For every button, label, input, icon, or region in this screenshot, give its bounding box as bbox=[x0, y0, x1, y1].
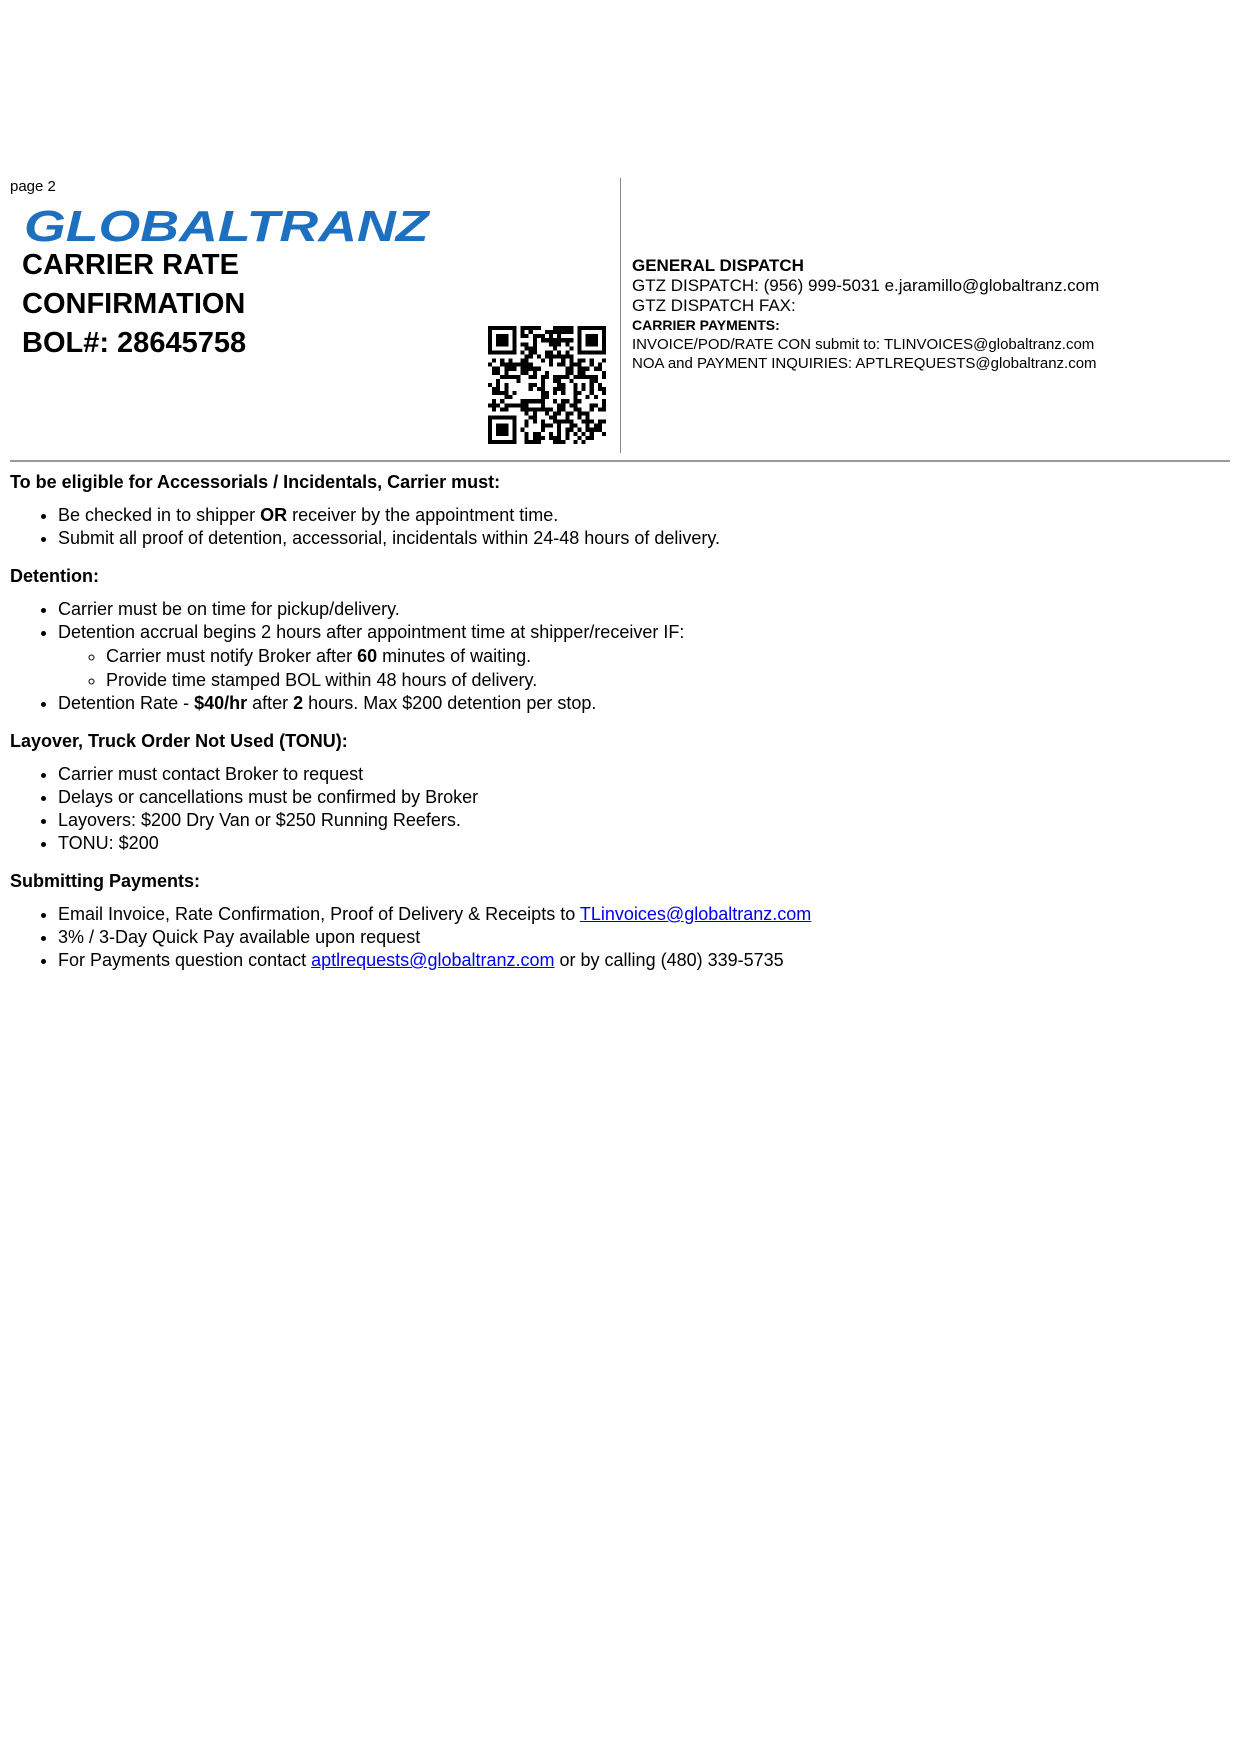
tlinvoices-email-link[interactable]: TLinvoices@globaltranz.com bbox=[579, 904, 812, 924]
list-item: • Detention Rate - $40/hr after 2 hours. Max $200 detention per stop. bbox=[58, 692, 1210, 715]
detention-list bbox=[10, 598, 1210, 715]
logo-text: GLOBALTRANZ bbox=[24, 202, 429, 251]
detention-sublist bbox=[58, 644, 1210, 692]
list-item: • For Payments question contact aptlrequests@globaltranz.com or by calling (480) 339-5735 bbox=[58, 949, 1210, 972]
list-item: ◦ Carrier must notify Broker after 60 minutes of waiting. bbox=[106, 644, 1210, 668]
detention-heading: Detention: bbox=[10, 566, 99, 586]
list-item: • Delays or cancellations must be confirmed by Broker bbox=[58, 786, 1210, 809]
list-item: • Detention accrual begins 2 hours after appointment time at shipper/receiver IF: ◦ Carrier must notify Broker after 60 minutes of waiting. ◦ Provide time stamped BOL within 48 hours of delivery. bbox=[58, 621, 1210, 692]
list-item: ◦ Provide time stamped BOL within 48 hours of delivery. bbox=[106, 668, 1210, 692]
header-divider bbox=[620, 178, 621, 453]
list-item: • Carrier must contact Broker to request bbox=[58, 763, 1210, 786]
company-logo bbox=[24, 202, 429, 251]
header-separator bbox=[10, 460, 1230, 462]
page-number: page 2 bbox=[10, 178, 56, 195]
document-title bbox=[22, 246, 246, 363]
eligibility-list bbox=[10, 504, 1210, 550]
list-item: • TONU: $200 bbox=[58, 832, 1210, 855]
noa-inquiries-line: NOA and PAYMENT INQUIRIES: APTLREQUESTS@globaltranz.com bbox=[632, 355, 1097, 372]
list-item: • Be checked in to shipper OR receiver by the appointment time. bbox=[58, 504, 1210, 527]
payments-list bbox=[10, 903, 1210, 972]
bol-number: BOL#: 28645758 bbox=[22, 327, 247, 359]
payments-section-heading: Submitting Payments: bbox=[10, 871, 201, 891]
list-item: • Email Invoice, Rate Confirmation, Proof of Delivery & Receipts to TLinvoices@globaltranz.com bbox=[58, 903, 1210, 926]
dispatch-info bbox=[632, 256, 1099, 373]
dispatch-phone: GTZ DISPATCH: (956) 999-5031 e.jaramillo@globaltranz.com bbox=[632, 276, 1100, 295]
payments-heading: CARRIER PAYMENTS: bbox=[632, 317, 780, 333]
layover-heading: Layover, Truck Order Not Used (TONU): bbox=[10, 731, 348, 751]
title-line-2: CONFIRMATION bbox=[22, 288, 246, 320]
list-item: • Layovers: $200 Dry Van or $250 Running Reefers. bbox=[58, 809, 1210, 832]
layover-list bbox=[10, 763, 1210, 855]
dispatch-heading: GENERAL DISPATCH bbox=[632, 256, 804, 275]
list-item: • Submit all proof of detention, accessorial, incidentals within 24-48 hours of delivery. bbox=[58, 527, 1210, 550]
list-item: • 3% / 3-Day Quick Pay available upon request bbox=[58, 926, 1210, 949]
list-item: • Carrier must be on time for pickup/delivery. bbox=[58, 598, 1210, 621]
aptlrequests-email-link[interactable]: aptlrequests@globaltranz.com bbox=[311, 950, 555, 970]
qr-code-icon bbox=[488, 326, 606, 444]
dispatch-fax: GTZ DISPATCH FAX: bbox=[632, 296, 796, 315]
terms-content bbox=[10, 470, 1210, 986]
eligibility-heading: To be eligible for Accessorials / Incidentals, Carrier must: bbox=[10, 472, 501, 492]
title-line-1: CARRIER RATE bbox=[22, 249, 239, 281]
invoice-submit-line: INVOICE/POD/RATE CON submit to: TLINVOICES@globaltranz.com bbox=[632, 336, 1095, 353]
